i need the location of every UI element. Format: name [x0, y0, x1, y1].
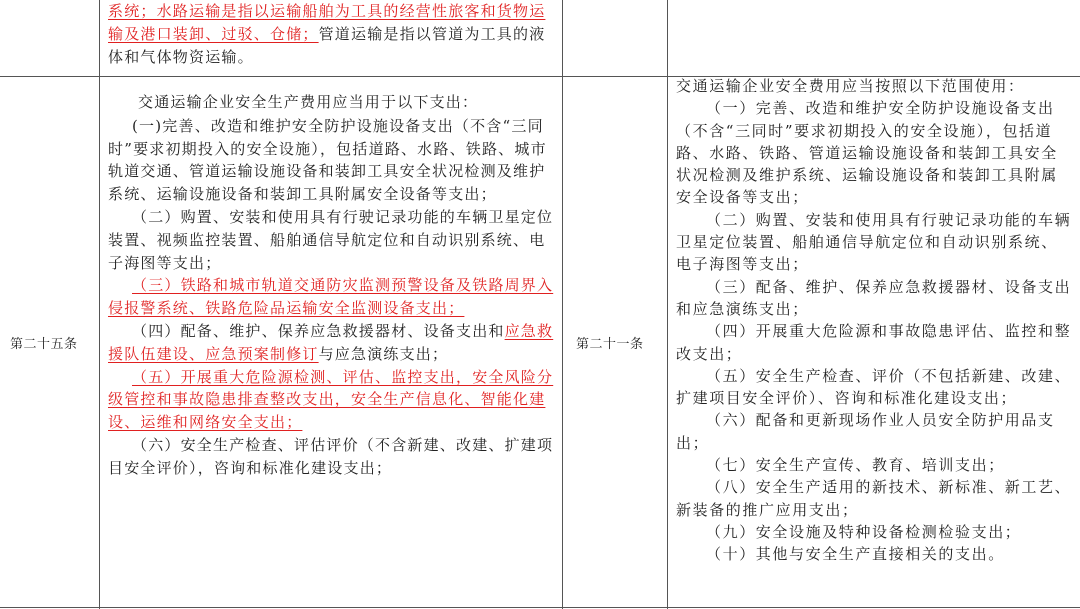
left-item-4	[108, 320, 556, 366]
right-item-3: （三）配备、维护、保养应急救援器材、设备支出和应急演练支出；	[676, 277, 1072, 318]
left-item-4-text-a: （四）配备、维护、保养应急救援器材、设备支出和	[132, 321, 505, 340]
right-intro: 交通运输企业安全费用应当按照以下范围使用：	[676, 77, 1025, 95]
right-article-label: 第二十一条	[576, 337, 644, 352]
column-divider	[99, 0, 100, 609]
right-item-7: （七）安全生产宣传、教育、培训支出；	[706, 456, 1005, 475]
right-item-6: （六）配备和更新现场作业人员安全防护用品支出；	[676, 411, 1055, 452]
right-item-1: （一）完善、改造和维护安全防护设施设备支出（不含“三同时”要求初期投入的安全设施），包括道路、水路、铁路、管道运输设施设备和装卸工具安全状况检测及维护系统、运输设施设备和装卸工具附属安全设备等支出；	[676, 99, 1058, 207]
left-article-label: 第二十五条	[10, 337, 78, 352]
left-item-5: （五）开展重大危险源检测、评估、监控支出，安全风险分级管控和事故隐患排查整改支出，安全生产信息化、智能化建设、运维和网络安全支出；	[108, 367, 554, 432]
left-article-content	[108, 91, 556, 480]
right-item-2: （二）购置、安装和使用具有行驶记录功能的车辆卫星定位装置、船舶通信导航定位和自动识别系统、电子海图等支出；	[676, 210, 1072, 274]
column-divider	[562, 0, 563, 609]
right-item-4: （四）开展重大危险源和事故隐患评估、监控和整改支出；	[676, 322, 1072, 363]
right-item-8: （八）安全生产适用的新技术、新标准、新工艺、新装备的推广应用支出；	[676, 478, 1072, 519]
left-item-2: （二）购置、安装和使用具有行驶记录功能的车辆卫星定位装置、视频监控装置、船舶通信导航定位和自动识别系统、电子海图等支出；	[108, 207, 554, 272]
right-item-5: （五）安全生产检查、评价（不包括新建、改建、扩建项目安全评价）、咨询和标准化建设支出；	[676, 366, 1072, 408]
top-row-red-text: 系统；水路运输是指以运输船舶为工具的经营性旅客和货物运输及港口装卸、过驳、仓储；	[108, 2, 546, 43]
right-item-10: （十）其他与安全生产直接相关的支出。	[706, 545, 1005, 564]
left-item-1: (一)完善、改造和维护安全防护设施设备支出（不含“三同时”要求初期投入的安全设施），包括道路、水路、铁路、城市轨道交通、管道运输设施设备和装卸工具安全状况检测及维护系统、运输设施设备和装卸工具附属安全设备等支出；	[108, 116, 547, 204]
left-intro: 交通运输企业安全生产费用应当用于以下支出：	[138, 93, 479, 111]
left-item-6: （六）安全生产检查、评估评价（不含新建、改建、扩建项目安全评价），咨询和标准化建设支出；	[108, 435, 554, 477]
column-divider	[667, 0, 668, 609]
top-row-cell	[108, 0, 556, 68]
right-article-content	[676, 75, 1072, 566]
left-item-4-text-b: 与应急演练支出；	[318, 344, 449, 363]
left-item-3: （三）铁路和城市轨道交通防灾监测预警设备及铁路周界入侵报警系统、铁路危险品运输安全监测设备支出；	[108, 276, 554, 318]
left-item-4-red-text: 应急救援队伍建设、应急预案制修订	[108, 321, 554, 363]
top-row-black-text: 管道运输是指以管道为工具的液体和气体物资运输。	[108, 24, 546, 66]
right-item-9: （九）安全设施及特种设备检测检验支出；	[706, 522, 1022, 541]
table-bottom-border	[0, 607, 1080, 608]
